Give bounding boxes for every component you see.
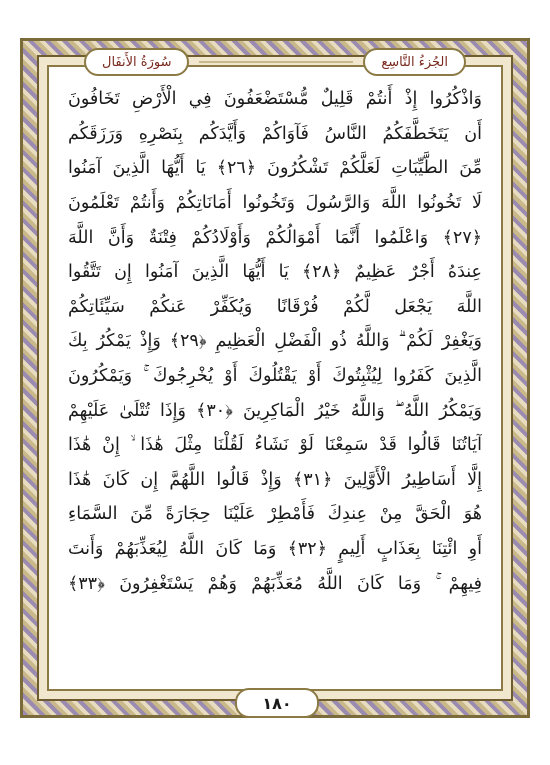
verse-line: وَيَمْكُرُ اللَّهُ ۖ وَاللَّهُ خَيْرُ الْمَاكِرِينَ ﴿٣٠﴾ وَإِذَا تُتْلَىٰ عَلَيْهِمْ (68, 400, 482, 421)
verse-line: إِلَّا أَسَاطِيرُ الْأَوَّلِينَ ﴿٣١﴾ وَإِذْ قَالُوا اللَّهُمَّ إِن كَانَ هَٰذَا (68, 469, 482, 490)
juz-name: الجُزءُ التَّاسِع (363, 48, 466, 76)
verse-text-block (68, 82, 482, 672)
verse-line: وَاذْكُرُوا إِذْ أَنتُمْ قَلِيلٌ مُّسْتَضْعَفُونَ فِي الْأَرْضِ تَخَافُونَ (68, 89, 482, 110)
verse-line: لَا تَخُونُوا اللَّهَ وَالرَّسُولَ وَتَخُونُوا أَمَانَاتِكُمْ وَأَنتُمْ تَعْلَمُونَ (68, 193, 482, 214)
verse-line: اللَّهَ يَجْعَل لَّكُمْ فُرْقَانًا وَيُكَفِّرْ عَنكُمْ سَيِّئَاتِكُمْ (68, 296, 482, 317)
surah-name: سُورَةُ الأَنفَال (84, 48, 189, 76)
header-divider (199, 61, 353, 63)
verse-line: فِيهِمْ ۚ وَمَا كَانَ اللَّهُ مُعَذِّبَهُمْ وَهُمْ يَسْتَغْفِرُونَ ﴿٣٣﴾ (68, 573, 482, 594)
verse-line: مِّنَ الطَّيِّبَاتِ لَعَلَّكُمْ تَشْكُرُونَ ﴿٢٦﴾ يَا أَيُّهَا الَّذِينَ آمَنُوا (68, 158, 482, 179)
verse-line: أَن يَتَخَطَّفَكُمُ النَّاسُ فَآوَاكُمْ وَأَيَّدَكُم بِنَصْرِهِ وَرَزَقَكُم (68, 123, 482, 144)
verse-line: عِندَهُ أَجْرٌ عَظِيمٌ ﴿٢٨﴾ يَا أَيُّهَا الَّذِينَ آمَنُوا إِن تَتَّقُوا (68, 262, 482, 283)
page-number: ١٨٠ (235, 688, 319, 718)
verse-line: أَوِ ائْتِنَا بِعَذَابٍ أَلِيمٍ ﴿٣٢﴾ وَمَا كَانَ اللَّهُ لِيُعَذِّبَهُمْ وَأَنتَ (68, 539, 482, 560)
page-header (64, 48, 486, 76)
verse-line: الَّذِينَ كَفَرُوا لِيُثْبِتُوكَ أَوْ يَقْتُلُوكَ أَوْ يُخْرِجُوكَ ۚ وَيَمْكُرُونَ (68, 366, 482, 387)
verse-line: آيَاتُنَا قَالُوا قَدْ سَمِعْنَا لَوْ نَشَاءُ لَقُلْنَا مِثْلَ هَٰذَا ۙ إِنْ هَٰذَا (68, 435, 482, 456)
verse-line: ﴿٢٧﴾ وَاعْلَمُوا أَنَّمَا أَمْوَالُكُمْ وَأَوْلَادُكُمْ فِتْنَةٌ وَأَنَّ اللَّهَ (68, 227, 482, 248)
verse-line: هُوَ الْحَقَّ مِنْ عِندِكَ فَأَمْطِرْ عَلَيْنَا حِجَارَةً مِّنَ السَّمَاءِ (68, 504, 482, 525)
verse-line: وَيَغْفِرْ لَكُمْ ۗ وَاللَّهُ ذُو الْفَضْلِ الْعَظِيمِ ﴿٢٩﴾ وَإِذْ يَمْكُرُ بِكَ (68, 331, 482, 352)
